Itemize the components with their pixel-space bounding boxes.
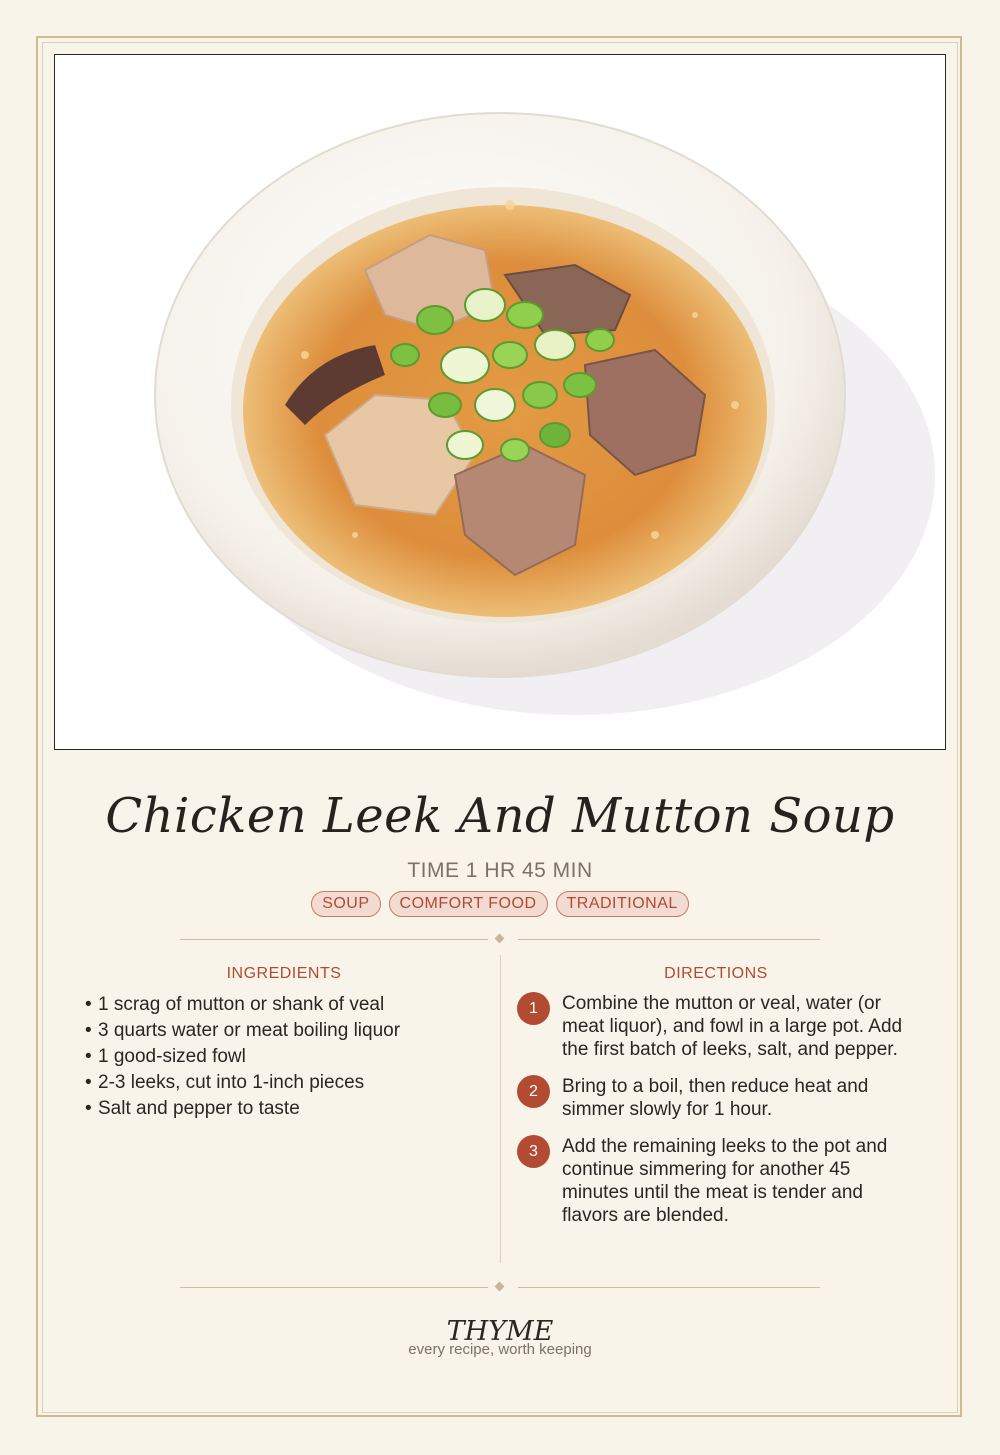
list-item: • 2-3 leeks, cut into 1-inch pieces bbox=[85, 1072, 365, 1093]
ingredient-text: 1 scrag of mutton or shank of veal bbox=[98, 994, 385, 1015]
list-item: • 3 quarts water or meat boiling liquor bbox=[85, 1020, 401, 1041]
step-text: Bring to a boil, then reduce heat and simmer slowly for 1 hour. bbox=[562, 1076, 869, 1120]
step-text: Combine the mutton or veal, water (or meat liquor), and fowl in a large pot. Add the first batch of leeks, salt, and pepper. bbox=[562, 993, 903, 1060]
top-divider bbox=[180, 935, 820, 945]
tag-list bbox=[0, 891, 1000, 917]
tag-traditional[interactable]: TRADITIONAL bbox=[556, 891, 689, 917]
step-number-badge: 3 bbox=[517, 1135, 550, 1168]
ingredient-text: 2-3 leeks, cut into 1-inch pieces bbox=[98, 1072, 365, 1093]
brand-tagline: every recipe, worth keeping bbox=[408, 1341, 592, 1358]
diamond-ornament-icon bbox=[495, 934, 505, 944]
brand-logo: THYME bbox=[446, 1316, 554, 1347]
directions-list bbox=[517, 992, 917, 1227]
recipe-title: Chicken Leek And Mutton Soup bbox=[105, 788, 895, 844]
column-divider bbox=[500, 955, 501, 1263]
bottom-divider bbox=[180, 1283, 820, 1293]
direction-step bbox=[517, 1135, 917, 1227]
directions-heading: DIRECTIONS bbox=[664, 965, 768, 982]
ingredients-heading: INGREDIENTS bbox=[226, 965, 342, 982]
soup-illustration bbox=[54, 54, 946, 750]
ingredient-text: Salt and pepper to taste bbox=[98, 1098, 300, 1119]
ingredient-text: 1 good-sized fowl bbox=[98, 1046, 246, 1067]
step-number-badge: 2 bbox=[517, 1075, 550, 1108]
diamond-ornament-icon bbox=[495, 1282, 505, 1292]
tag-soup[interactable]: SOUP bbox=[311, 891, 380, 917]
step-number-badge: 1 bbox=[517, 992, 550, 1025]
list-item: • 1 scrag of mutton or shank of veal bbox=[85, 994, 385, 1015]
ingredient-text: 3 quarts water or meat boiling liquor bbox=[98, 1020, 401, 1041]
step-text: Add the remaining leeks to the pot and continue simmering for another 45 minutes until the meat is tender and flavors are blended. bbox=[562, 1136, 888, 1226]
tag-comfort-food[interactable]: COMFORT FOOD bbox=[389, 891, 548, 917]
list-item: • Salt and pepper to taste bbox=[85, 1098, 300, 1119]
direction-step bbox=[517, 1075, 917, 1121]
direction-step bbox=[517, 992, 917, 1061]
ingredients-list bbox=[85, 992, 485, 1122]
list-item: • 1 good-sized fowl bbox=[85, 1046, 246, 1067]
cook-time: TIME 1 HR 45 MIN bbox=[407, 859, 593, 882]
